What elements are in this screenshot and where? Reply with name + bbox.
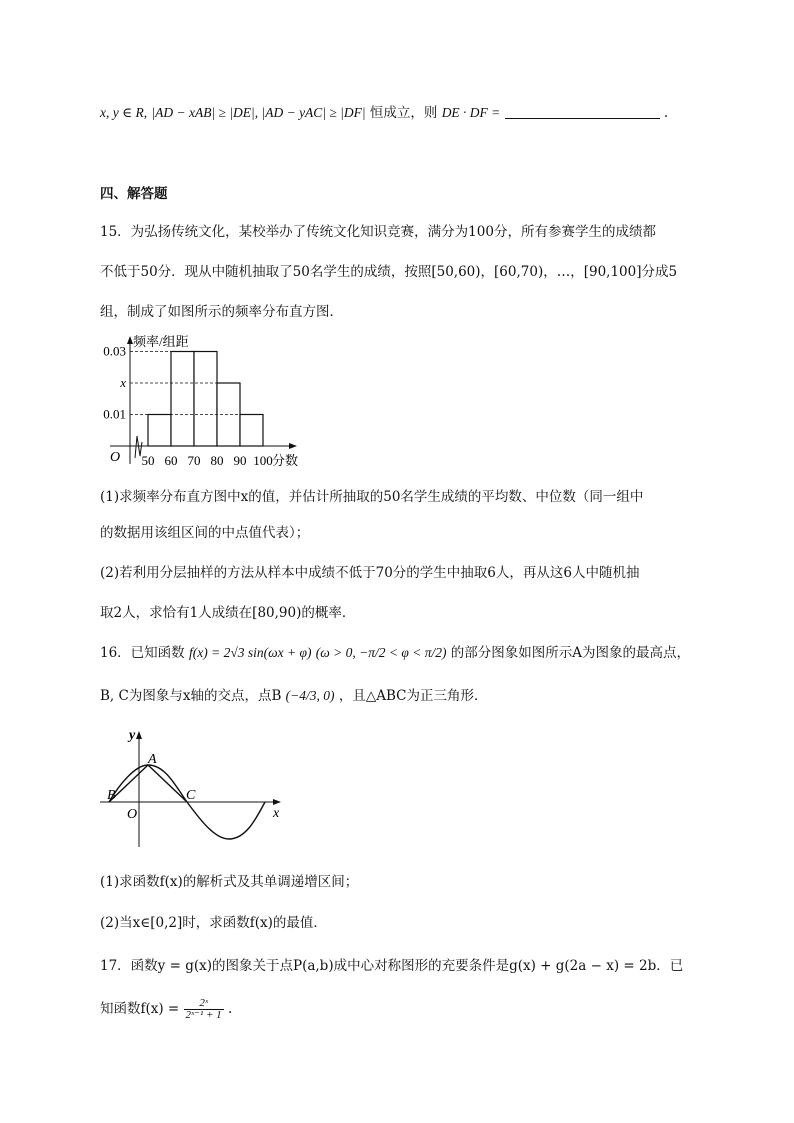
q16-line2-rest: ，且△ABC为正三角形． bbox=[338, 688, 488, 704]
point-b-label: B bbox=[107, 788, 116, 803]
q17-fraction bbox=[184, 998, 224, 1021]
q15-part2-b: 取2人，求恰有1人成绩在[80,90)的概率． bbox=[100, 605, 356, 621]
graph-origin: O bbox=[127, 807, 138, 822]
q15-part1-b: 的数据用该组区间的中点值代表）； bbox=[100, 525, 310, 541]
y-tick-label: 0.03 bbox=[103, 343, 126, 359]
q16-line2 bbox=[100, 686, 487, 706]
point-a-label: A bbox=[148, 752, 157, 767]
histogram-bar bbox=[171, 352, 194, 447]
q17-frac-den: 2ˣ⁻¹ + 1 bbox=[185, 1009, 222, 1021]
x-axis-arrow bbox=[289, 443, 297, 449]
point-c-label: C bbox=[186, 788, 196, 803]
q16-line2-start: B, C为图象与x轴的交点，点B bbox=[100, 688, 282, 704]
x-tick-label: 70 bbox=[187, 453, 201, 468]
q16-intro: 16．已知函数 bbox=[100, 645, 185, 661]
x-tick-label: 90 bbox=[233, 453, 247, 468]
answer-blank bbox=[505, 104, 660, 119]
q14-target: DE · DF = bbox=[441, 105, 501, 120]
x-axis-arrow bbox=[273, 799, 281, 805]
histogram-bar bbox=[240, 415, 263, 447]
histogram-bar bbox=[194, 352, 217, 447]
frequency-histogram bbox=[95, 328, 325, 473]
q16-part1: (1)求函数f(x)的解析式及其单调递增区间； bbox=[100, 874, 359, 890]
q17-frac-num: 2ˣ bbox=[184, 998, 224, 1010]
q14-mid: 恒成立，则 bbox=[369, 105, 438, 121]
q16-cond: (ω > 0, −π/2 < φ < π/2) bbox=[315, 645, 447, 660]
x-tick-label: 100 bbox=[253, 453, 273, 468]
q14-prefix: x, y ∈ R, bbox=[100, 105, 148, 120]
q15-part1-a: (1)求频率分布直方图中x的值，并估计所抽取的50名学生成绩的平均数、中位数（同一组中 bbox=[100, 489, 644, 505]
sine-graph bbox=[95, 725, 295, 855]
q17-line2-start: 知函数f(x) = bbox=[100, 1001, 180, 1017]
q16-func: f(x) = 2√3 sin(ωx + φ) bbox=[188, 645, 312, 660]
q14-expr: |AD − xAB| ≥ |DE|, |AD − yAC| ≥ |DF| bbox=[151, 105, 366, 120]
graph-x-label: x bbox=[273, 806, 280, 821]
q15-line3: 组，制成了如图所示的频率分布直方图． bbox=[100, 304, 343, 320]
q14-end: . bbox=[663, 105, 669, 121]
q17-line2 bbox=[100, 998, 232, 1021]
q14-tail bbox=[100, 103, 668, 123]
q16-line1 bbox=[100, 643, 690, 663]
section-title: 四、解答题 bbox=[100, 186, 168, 202]
y-axis-arrow bbox=[136, 731, 142, 739]
x-tick-label: 80 bbox=[210, 453, 224, 468]
q15-part2-a: (2)若利用分层抽样的方法从样本中成绩不低于70分的学生中抽取6人，再从这6人中随机抽 bbox=[100, 565, 640, 581]
q15-line1: 15．为弘扬传统文化，某校举办了传统文化知识竞赛，满分为100分，所有参赛学生的成绩都 bbox=[100, 224, 656, 240]
origin-label: O bbox=[110, 450, 121, 465]
x-tick-label: 50 bbox=[141, 453, 155, 468]
histogram-bar bbox=[148, 415, 171, 447]
q16-part2: (2)当x∈[0,2]时，求函数f(x)的最值． bbox=[100, 915, 327, 931]
x-tick-label: 60 bbox=[164, 453, 178, 468]
q15-line2: 不低于50分．现从中随机抽取了50名学生的成绩，按照[50,60)，[60,70)，…，[90,100]分成5 bbox=[100, 264, 678, 280]
y-tick-label: 0.01 bbox=[103, 406, 126, 422]
q17-line2-end: . bbox=[227, 1001, 233, 1017]
graph-y-label: y bbox=[129, 728, 136, 743]
y-tick-label: x bbox=[120, 375, 126, 390]
x-axis-title: 分数 bbox=[272, 453, 299, 468]
y-axis-title: 频率/组距 bbox=[133, 334, 189, 349]
q16-line1-rest: 的部分图象如图所示A为图象的最高点， bbox=[450, 645, 691, 661]
q16-pointB: (−4/3, 0) bbox=[285, 688, 335, 703]
q17-line1: 17．函数y = g(x)的图象关于点P(a,b)成中心对称图形的充要条件是g(x) + g(2a − x) = 2b．已 bbox=[100, 958, 684, 974]
triangle-abc bbox=[109, 765, 187, 802]
